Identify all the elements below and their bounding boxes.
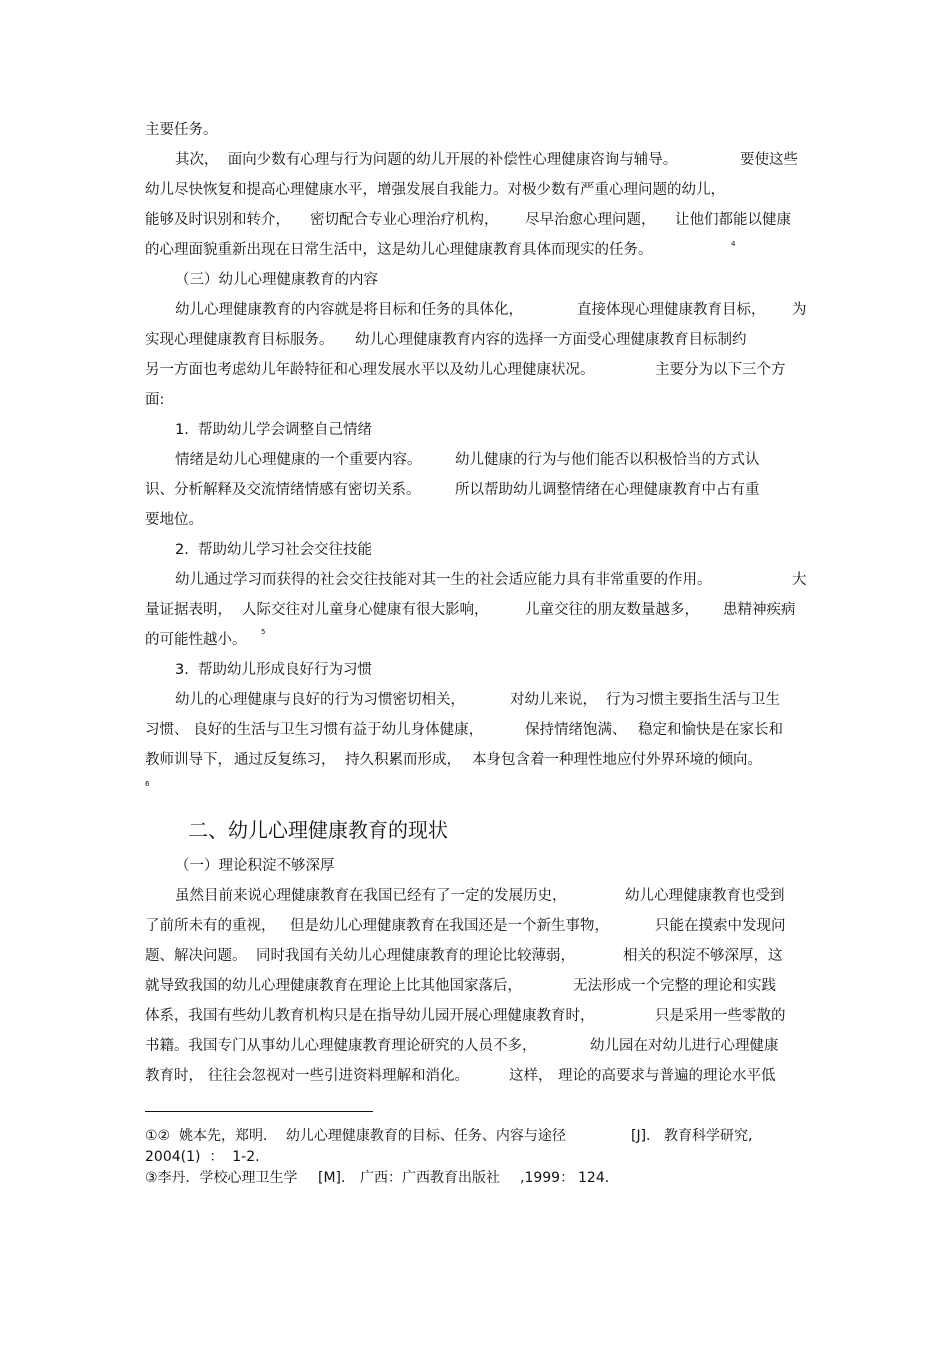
text-line-17-part-3: 儿童交往的朋友数量越多， <box>525 602 699 618</box>
text-line-20-part-2: 对幼儿来说， <box>510 692 597 708</box>
footnote-line-1-part-3: 教育科学研究, <box>664 1128 753 1144</box>
text-line-4-part-4: 让他们都能以健康 <box>675 212 791 228</box>
text-line-26-part-1: 题、解决问题。 <box>145 948 247 964</box>
text-line-2-part-2: 要使这些 <box>740 152 798 168</box>
text-line-21-part-3: 稳定和愉快是在家长和 <box>638 722 783 738</box>
text-line-28-part-1: 体系，我国有些幼儿教育机构只是在指导幼儿园开展心理健康教育时， <box>145 1008 595 1024</box>
text-line-7-part-1: 幼儿心理健康教育的内容就是将目标和任务的具体化， <box>175 302 523 318</box>
text-line-13-part-2: 所以帮助幼儿调整情绪在心理健康教育中占有重 <box>455 482 760 498</box>
text-line-30-part-2: 往往会忽视对一些引进资料理解和消化。 <box>208 1068 469 1084</box>
text-line-17-part-1: 量证据表明， <box>145 602 232 618</box>
text-line-25-part-3: 只能在摸索中发现问 <box>655 918 786 934</box>
text-line-24-part-2: 幼儿心理健康教育也受到 <box>625 888 785 904</box>
text-line-5-part-1: 的心理面貌重新出现在日常生活中，这是幼儿心理健康教育具体而现实的任务。 <box>145 242 653 258</box>
footnote-marker-4: 4 <box>731 240 736 248</box>
text-line-30-part-3: 这样， <box>509 1068 553 1084</box>
footnote-marker-6: 6 <box>145 780 150 788</box>
text-line-18-part-1: 的可能性越小。 <box>145 632 247 648</box>
text-line-9-part-1: 另一方面也考虑幼儿年龄特征和心理发展水平以及幼儿心理健康状况。 <box>145 362 595 378</box>
text-line-4-part-1: 能够及时识别和转介， <box>145 212 290 228</box>
text-line-14-part-1: 要地位。 <box>145 512 203 528</box>
text-line-30-part-4: 理论的高要求与普遍的理论水平低 <box>558 1068 776 1084</box>
text-line-6-part-1: （三）幼儿心理健康教育的内容 <box>175 272 378 288</box>
text-line-24-part-1: 虽然目前来说心理健康教育在我国已经有了一定的发展历史， <box>175 888 567 904</box>
section-heading: 二、幼儿心理健康教育的现状 <box>188 818 448 842</box>
text-line-29-part-1: 书籍。我国专门从事幼儿心理健康教育理论研究的人员不多， <box>145 1038 537 1054</box>
footnote-line-3-part-4: ,1999： <box>520 1170 575 1186</box>
text-line-20-part-3: 行为习惯主要指生活与卫生 <box>606 692 780 708</box>
text-line-16-part-1: 幼儿通过学习而获得的社会交往技能对其一生的社会适应能力具有非常重要的作用。 <box>175 572 712 588</box>
text-line-9-part-2: 主要分为以下三个方 <box>655 362 786 378</box>
footnote-line-2-part-1: 2004(1) ： 1-2. <box>145 1149 260 1165</box>
footnote-line-3-part-3: 广西：广西教育出版社 <box>360 1170 500 1186</box>
text-line-2-part-1: 其次， 面向少数有心理与行为问题的幼儿开展的补偿性心理健康咨询与辅导。 <box>175 152 678 168</box>
text-line-28-part-2: 只是采用一些零散的 <box>655 1008 786 1024</box>
footnote-line-3-part-5: 124. <box>578 1170 610 1186</box>
footnote-line-1-part-2: [J]. <box>631 1128 651 1144</box>
text-line-11-part-1: 1. 帮助幼儿学会调整自己情绪 <box>175 422 373 438</box>
text-line-7-part-3: 为 <box>792 302 807 318</box>
text-line-26-part-3: 相关的积淀不够深厚，这 <box>623 948 783 964</box>
text-line-8-part-1: 实现心理健康教育目标服务。 <box>145 332 334 348</box>
text-line-7-part-2: 直接体现心理健康教育目标， <box>577 302 766 318</box>
text-line-4-part-2: 密切配合专业心理治疗机构， <box>310 212 499 228</box>
text-line-16-part-2: 大 <box>792 572 807 588</box>
text-line-25-part-1: 了前所未有的重视， <box>145 918 276 934</box>
text-line-15-part-1: 2. 帮助幼儿学习社会交往技能 <box>175 542 373 558</box>
text-line-23-part-1: （一）理论积淀不够深厚 <box>175 858 335 874</box>
text-line-1-part-1: 主要任务。 <box>145 122 218 138</box>
text-line-17-part-2: 人际交往对儿童身心健康有很大影响， <box>242 602 489 618</box>
footnote-divider <box>145 1111 373 1112</box>
text-line-30-part-1: 教育时， <box>145 1068 203 1084</box>
text-line-13-part-1: 识、分析解释及交流情绪情感有密切关系。 <box>145 482 421 498</box>
footnote-line-3-part-1: ③李丹．学校心理卫生学 <box>145 1170 298 1186</box>
footnote-line-3-part-2: [M]. <box>318 1170 346 1186</box>
text-line-12-part-1: 情绪是幼儿心理健康的一个重要内容。 <box>175 452 422 468</box>
text-line-26-part-2: 同时我国有关幼儿心理健康教育的理论比较薄弱， <box>256 948 575 964</box>
text-line-22-part-1: 教师训导下， <box>145 752 232 768</box>
text-line-19-part-1: 3. 帮助幼儿形成良好行为习惯 <box>175 662 373 678</box>
text-line-3-part-1: 幼儿尽快恢复和提高心理健康水平，增强发展自我能力。对极少数有严重心理问题的幼儿， <box>145 182 725 198</box>
text-line-17-part-4: 患精神疾病 <box>723 602 796 618</box>
text-line-4-part-3: 尽早治愈心理问题， <box>525 212 656 228</box>
text-line-20-part-1: 幼儿的心理健康与良好的行为习惯密切相关， <box>175 692 465 708</box>
text-line-22-part-3: 持久积累而形成， <box>345 752 461 768</box>
text-line-21-part-1: 习惯、 良好的生活与卫生习惯有益于幼儿身体健康， <box>145 722 484 738</box>
footnote-marker-5: 5 <box>261 628 266 636</box>
footnote-line-1-part-1: ①② 姚本先，郑明． 幼儿心理健康教育的目标、任务、内容与途径 <box>145 1128 566 1144</box>
text-line-27-part-2: 无法形成一个完整的理论和实践 <box>573 978 776 994</box>
text-line-21-part-2: 保持情绪饱满、 <box>525 722 627 738</box>
text-line-12-part-2: 幼儿健康的行为与他们能否以积极恰当的方式认 <box>455 452 760 468</box>
text-line-25-part-2: 但是幼儿心理健康教育在我国还是一个新生事物， <box>290 918 609 934</box>
text-line-8-part-2: 幼儿心理健康教育内容的选择一方面受心理健康教育目标制约 <box>355 332 747 348</box>
text-line-27-part-1: 就导致我国的幼儿心理健康教育在理论上比其他国家落后， <box>145 978 522 994</box>
text-line-10-part-1: 面: <box>145 392 165 408</box>
text-line-29-part-2: 幼儿园在对幼儿进行心理健康 <box>590 1038 779 1054</box>
text-line-22-part-2: 通过反复练习， <box>234 752 336 768</box>
text-line-22-part-4: 本身包含着一种理性地应付外界环境的倾向。 <box>472 752 762 768</box>
